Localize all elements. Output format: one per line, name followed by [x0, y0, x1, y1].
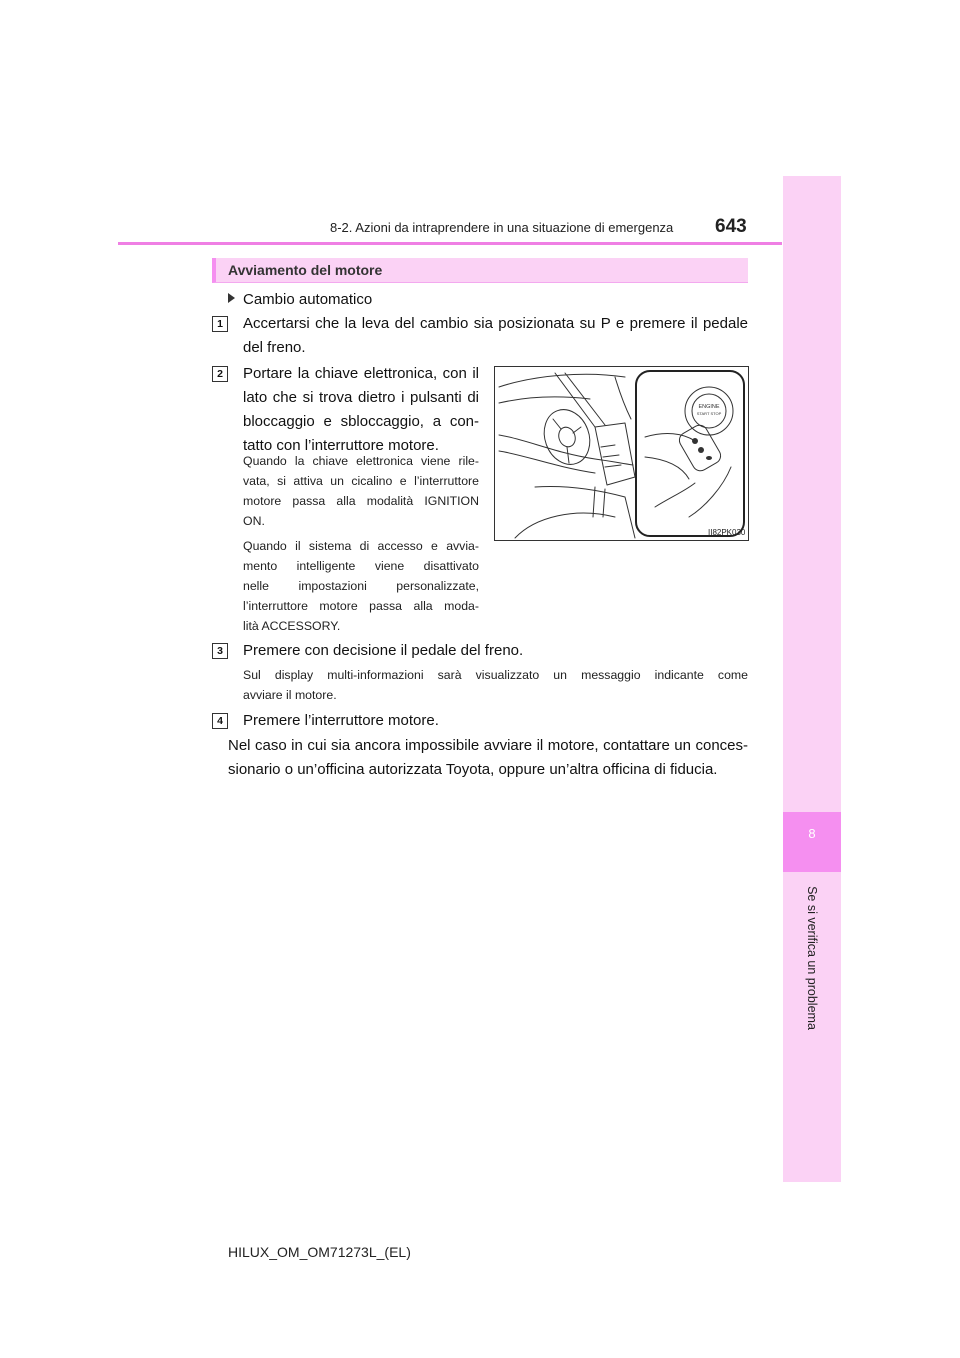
step-2-line-1: Portare la chiave elettronica, con il: [243, 365, 479, 382]
closing-line-1: Nel caso in cui sia ancora impossibile avviare il motore, contattare un conces-: [228, 737, 748, 754]
side-tab: [783, 176, 841, 1182]
step-2-note-2-line-2: mento intelligente viene disattivato: [243, 559, 479, 573]
step-2-note-2-line-1: Quando il sistema di accesso e avvia-: [243, 539, 479, 553]
closing-line-2: sionario o un’officina autorizzata Toyota, oppure un’altra officina di fiducia.: [228, 761, 718, 778]
illustration-figure: [494, 366, 749, 541]
step-3-note-line-2: avviare il motore.: [243, 688, 337, 702]
step-2-note-2-line-5: lità ACCESSORY.: [243, 619, 341, 633]
closing-paragraph: [228, 734, 748, 782]
start-stop-label: START STOP: [696, 411, 722, 416]
step-number-1: 1: [212, 316, 228, 332]
step-2-note-1-line-2: vata, si attiva un cicalino e l’interruttore: [243, 474, 479, 488]
step-2-note-2: [243, 536, 479, 636]
step-number-4: 4: [212, 713, 228, 729]
step-1-text: [243, 312, 748, 360]
running-header: 8-2. Azioni da intraprendere in una situazione di emergenza: [330, 220, 674, 235]
step-2-line-4: tatto con l’interruttore motore.: [243, 437, 439, 454]
step-2-text: [243, 362, 479, 458]
document-code: HILUX_OM_OM71273L_(EL): [228, 1244, 411, 1260]
step-4-text: Premere l’interruttore motore.: [243, 712, 439, 729]
triangle-bullet-icon: [228, 293, 235, 303]
step-2-line-3: bloccaggio e sbloccaggio, a con-: [243, 413, 479, 430]
step-2-line-2: lato che si trova dietro i pulsanti di: [243, 389, 479, 406]
section-heading: [212, 258, 748, 283]
step-number-3: 3: [212, 643, 228, 659]
variant-label: [228, 288, 372, 312]
step-1-line-1: Accertarsi che la leva del cambio sia posizionata su P e premere il pedale: [243, 315, 748, 332]
step-3-text: Premere con decisione il pedale del freno.: [243, 642, 524, 659]
step-number-2: 2: [212, 366, 228, 382]
page-number: 643: [715, 216, 747, 237]
step-2-note-1-line-4: ON.: [243, 514, 265, 528]
step-1-line-2: del freno.: [243, 339, 306, 356]
step-2-note-2-line-4: l’interruttore motore passa alla moda-: [243, 599, 479, 613]
chapter-number: 8: [808, 826, 816, 841]
step-3-note: [243, 665, 748, 705]
step-2-note-1-line-3: motore passa alla modalità IGNITION: [243, 494, 479, 508]
chapter-title: Se si verifica un problema: [805, 886, 819, 1030]
figure-code: II82PK030: [708, 528, 746, 537]
side-tab-chapter-marker: [783, 812, 841, 872]
variant-text: Cambio automatico: [243, 291, 373, 308]
step-2-note-1-line-1: Quando la chiave elettronica viene rile-: [243, 454, 479, 468]
step-2-note-2-line-3: nelle impostazioni personalizzate,: [243, 579, 479, 593]
step-2-note-1: [243, 451, 479, 531]
section-title: Avviamento del motore: [228, 262, 383, 278]
header-rule: [118, 242, 782, 245]
engine-label: ENGINE: [698, 404, 720, 410]
dashboard-illustration: [495, 367, 748, 540]
step-3-note-line-1: Sul display multi-informazioni sarà visualizzato un messaggio indicante come: [243, 668, 748, 682]
